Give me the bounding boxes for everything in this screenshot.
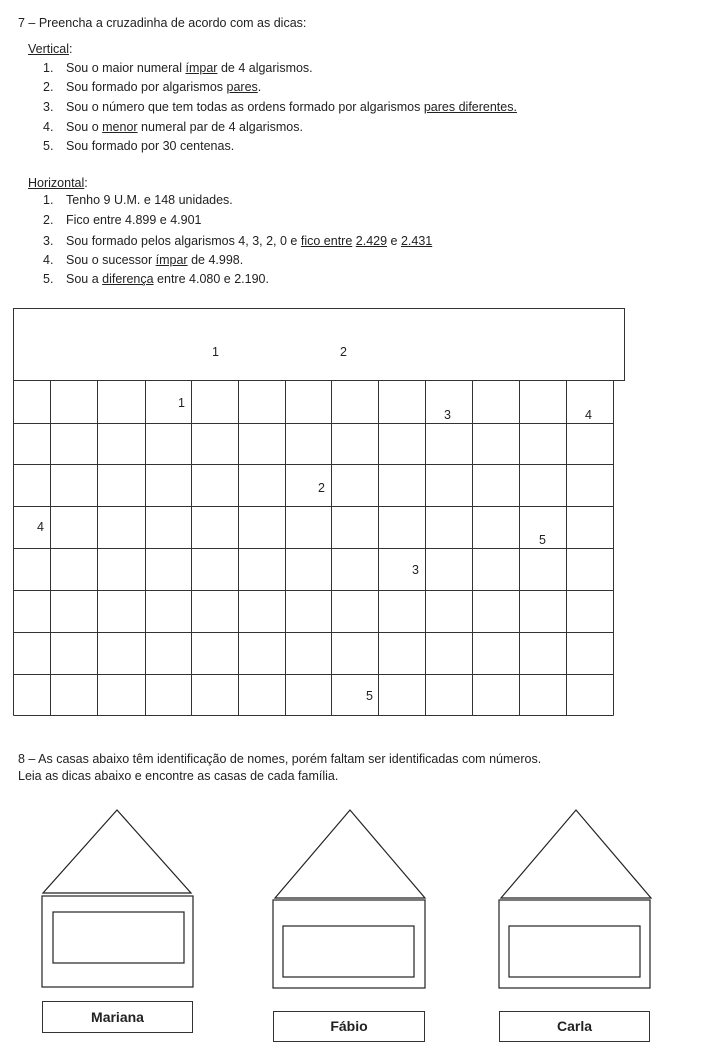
horizontal-clue-number: 1. bbox=[43, 193, 54, 207]
underlined-text: 2.431 bbox=[400, 234, 433, 248]
grid-clue-number: 2 bbox=[340, 345, 347, 359]
grid-clue-number: 5 bbox=[366, 689, 373, 703]
underlined-text: pares bbox=[226, 80, 258, 94]
underlined-text: ímpar bbox=[185, 61, 218, 75]
house-name-carla: Carla bbox=[499, 1011, 650, 1042]
clue-text: Sou a bbox=[66, 272, 103, 286]
clue-text: Sou o maior numeral bbox=[66, 61, 186, 75]
grid-clue-number: 3 bbox=[412, 563, 419, 577]
clue-text: e bbox=[387, 234, 401, 248]
clue-text: Sou o bbox=[66, 120, 103, 134]
vertical-clue-number: 4. bbox=[43, 120, 54, 134]
vertical-clue-number: 3. bbox=[43, 100, 54, 114]
clue-text: de 4 algarismos. bbox=[217, 61, 313, 75]
clue-text: Sou o sucessor bbox=[66, 253, 156, 267]
horizontal-clue-number: 2. bbox=[43, 213, 54, 227]
underlined-text: diferença bbox=[102, 272, 154, 286]
grid-clue-number: 4 bbox=[585, 408, 592, 422]
clue-text: Tenho 9 U.M. e 148 unidades. bbox=[66, 193, 233, 207]
clue-text: entre 4.080 e 2.190. bbox=[153, 272, 269, 286]
clue-text: Sou formado por algarismos bbox=[66, 80, 227, 94]
grid-clue-number: 1 bbox=[212, 345, 219, 359]
underlined-text: fico entre bbox=[300, 234, 353, 248]
clue-text: numeral par de 4 algarismos. bbox=[137, 120, 303, 134]
grid-clue-number: 2 bbox=[318, 481, 325, 495]
vertical-clue-number: 1. bbox=[43, 61, 54, 75]
underlined-text: 2.429 bbox=[355, 234, 388, 248]
grid-clue-number: 4 bbox=[37, 520, 44, 534]
clue-text: . bbox=[257, 80, 262, 94]
clue-text: Sou o número que tem todas as ordens formado por algarismos bbox=[66, 100, 424, 114]
house-mariana bbox=[42, 810, 193, 987]
clue-text: Fico entre 4.899 e 4.901 bbox=[66, 213, 202, 227]
clue-text: Sou formado por 30 centenas. bbox=[66, 139, 235, 153]
house-fabio bbox=[273, 810, 425, 988]
clue-text: Sou formado pelos algarismos 4, 3, 2, 0 e bbox=[66, 234, 301, 248]
exercise-7-title: 7 – Preencha a cruzadinha de acordo com as dicas: bbox=[18, 16, 307, 30]
grid-clue-number: 1 bbox=[178, 396, 185, 410]
exercise-8-line2: Leia as dicas abaixo e encontre as casas de cada família. bbox=[18, 769, 339, 783]
underlined-text: pares diferentes. bbox=[423, 100, 517, 114]
horizontal-label: Horizontal : bbox=[28, 176, 88, 190]
house-carla bbox=[499, 810, 651, 988]
grid-clue-number: 3 bbox=[444, 408, 451, 422]
house-name-fabio: Fábio bbox=[273, 1011, 425, 1042]
underlined-text: menor bbox=[102, 120, 138, 134]
clue-text: de 4.998. bbox=[187, 253, 244, 267]
vertical-clue-number: 5. bbox=[43, 139, 54, 153]
house-name-mariana: Mariana bbox=[42, 1001, 193, 1033]
vertical-label: Vertical : bbox=[28, 42, 72, 56]
grid-clue-number: 5 bbox=[539, 533, 546, 547]
exercise-8-line1: 8 – As casas abaixo têm identificação de nomes, porém faltam ser identificadas com números. bbox=[18, 752, 542, 766]
horizontal-clue-number: 4. bbox=[43, 253, 54, 267]
horizontal-clue-number: 3. bbox=[43, 234, 54, 248]
vertical-clue-number: 2. bbox=[43, 80, 54, 94]
horizontal-clue-number: 5. bbox=[43, 272, 54, 286]
underlined-text: ímpar bbox=[155, 253, 188, 267]
